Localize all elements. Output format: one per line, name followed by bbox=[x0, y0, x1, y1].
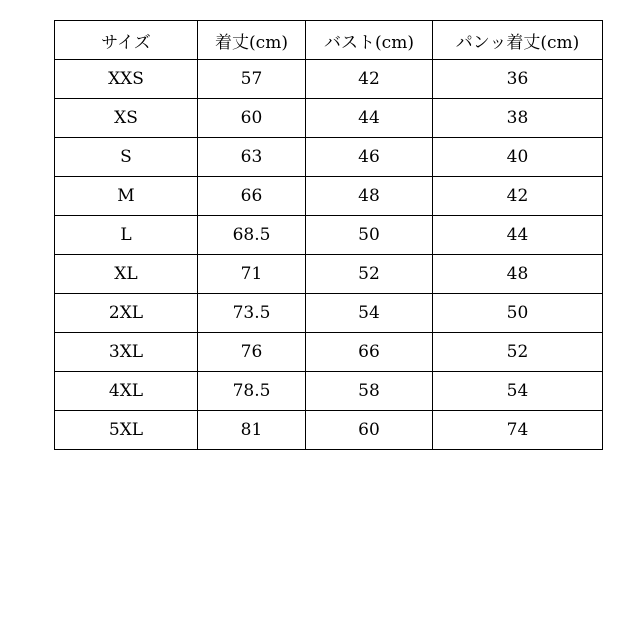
size-cell: 4XL bbox=[55, 372, 198, 411]
bust-cell: 52 bbox=[306, 255, 433, 294]
length-cell: 68.5 bbox=[198, 216, 306, 255]
length-cell: 73.5 bbox=[198, 294, 306, 333]
header-pants-length: パンッ着丈(cm) bbox=[433, 21, 603, 60]
bust-cell: 54 bbox=[306, 294, 433, 333]
table-row bbox=[55, 138, 603, 177]
pants-length-cell: 44 bbox=[433, 216, 603, 255]
size-cell: L bbox=[55, 216, 198, 255]
table-body bbox=[55, 60, 603, 450]
length-cell: 71 bbox=[198, 255, 306, 294]
table-row bbox=[55, 372, 603, 411]
length-cell: 81 bbox=[198, 411, 306, 450]
length-cell: 76 bbox=[198, 333, 306, 372]
table-row bbox=[55, 177, 603, 216]
length-cell: 66 bbox=[198, 177, 306, 216]
pants-length-cell: 38 bbox=[433, 99, 603, 138]
bust-cell: 48 bbox=[306, 177, 433, 216]
size-cell: M bbox=[55, 177, 198, 216]
size-cell: 2XL bbox=[55, 294, 198, 333]
pants-length-cell: 74 bbox=[433, 411, 603, 450]
size-cell: 3XL bbox=[55, 333, 198, 372]
table-row bbox=[55, 60, 603, 99]
bust-cell: 60 bbox=[306, 411, 433, 450]
header-bust: バスト(cm) bbox=[306, 21, 433, 60]
table-row bbox=[55, 294, 603, 333]
header-length: 着丈(cm) bbox=[198, 21, 306, 60]
pants-length-cell: 52 bbox=[433, 333, 603, 372]
size-cell: XL bbox=[55, 255, 198, 294]
size-cell: XS bbox=[55, 99, 198, 138]
pants-length-cell: 54 bbox=[433, 372, 603, 411]
pants-length-cell: 42 bbox=[433, 177, 603, 216]
bust-cell: 42 bbox=[306, 60, 433, 99]
bust-cell: 58 bbox=[306, 372, 433, 411]
table-row bbox=[55, 99, 603, 138]
table-row bbox=[55, 333, 603, 372]
length-cell: 78.5 bbox=[198, 372, 306, 411]
pants-length-cell: 40 bbox=[433, 138, 603, 177]
table-row bbox=[55, 255, 603, 294]
bust-cell: 46 bbox=[306, 138, 433, 177]
size-cell: 5XL bbox=[55, 411, 198, 450]
size-chart-table bbox=[54, 20, 603, 450]
pants-length-cell: 50 bbox=[433, 294, 603, 333]
header-size: サイズ bbox=[55, 21, 198, 60]
length-cell: 63 bbox=[198, 138, 306, 177]
length-cell: 57 bbox=[198, 60, 306, 99]
length-cell: 60 bbox=[198, 99, 306, 138]
header-row bbox=[55, 21, 603, 60]
size-cell: XXS bbox=[55, 60, 198, 99]
bust-cell: 44 bbox=[306, 99, 433, 138]
table-row bbox=[55, 411, 603, 450]
table-row bbox=[55, 216, 603, 255]
pants-length-cell: 36 bbox=[433, 60, 603, 99]
bust-cell: 50 bbox=[306, 216, 433, 255]
pants-length-cell: 48 bbox=[433, 255, 603, 294]
size-cell: S bbox=[55, 138, 198, 177]
bust-cell: 66 bbox=[306, 333, 433, 372]
